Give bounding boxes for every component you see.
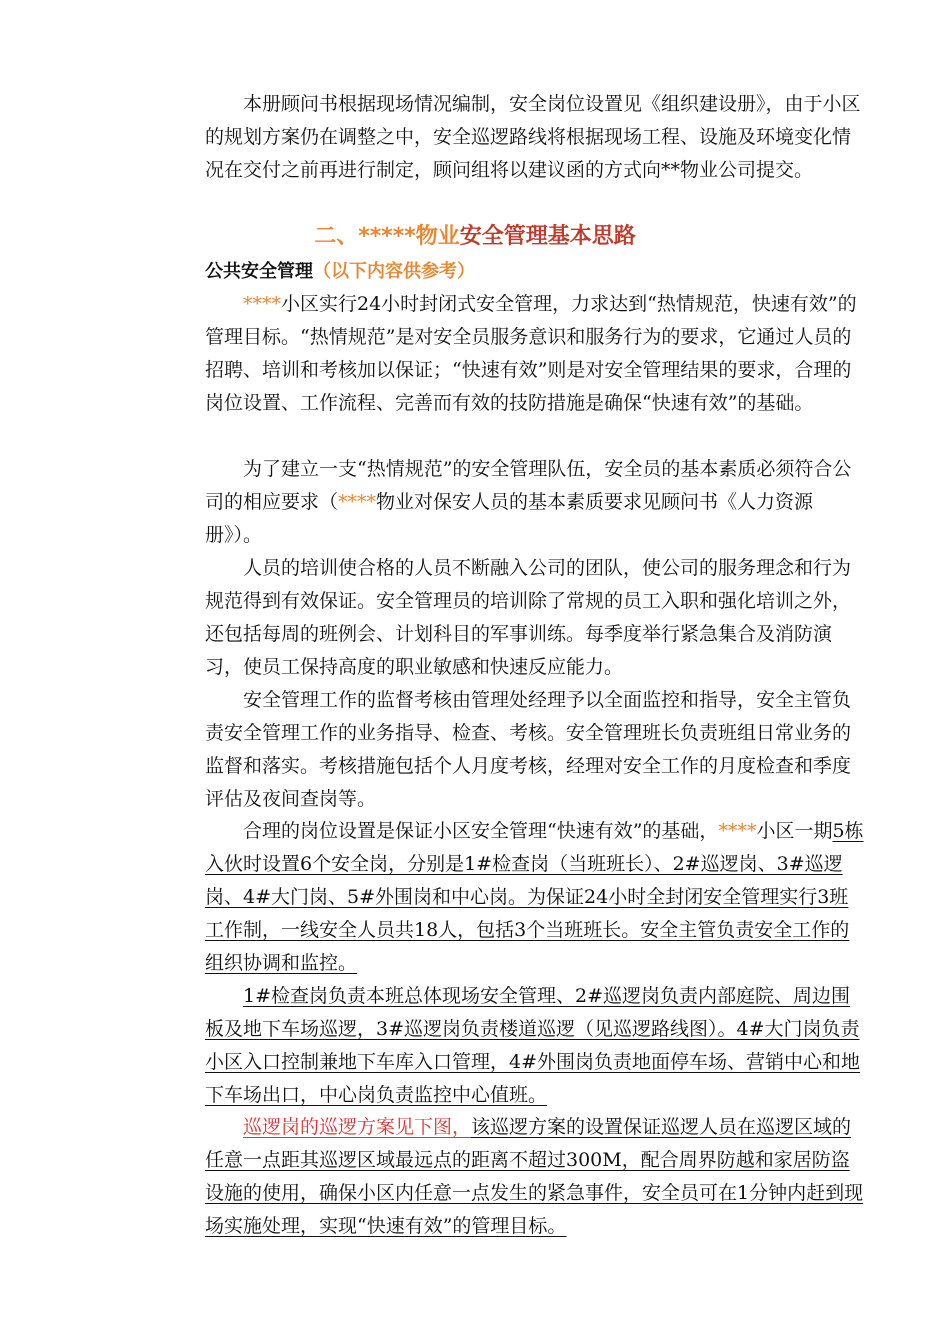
intro-text: 本册顾问书根据现场情况编制，安全岗位设置见《组织建设册》，由于小区的规划方案仍在调整之中，安全巡逻路线将根据现场工程、设施及环境变化情况在交付之前再进行制定，顾问组将以建议函的方式向**物业公司提交。 <box>205 93 861 181</box>
underlined-text: 该巡逻方案的设置保证巡逻人员在巡逻区域的任意一点距其巡逻区域最远点的距离不超过300M，配合周界防越和家居防盗设施的使用，确保小区内任意一点发生的紧急事件，安全员可在1分钟内赶到现场实施处理，实现“快速有效”的管理目标。 <box>205 1116 864 1237</box>
paragraph-post-duties <box>205 980 865 1112</box>
paragraph-text: 小区一期 <box>756 820 833 842</box>
stars-placeholder: **** <box>338 491 377 513</box>
paragraph-supervision <box>205 684 865 816</box>
paragraph-text: 物业对保安人员的基本素质要求见顾问书《人力资源册》）。 <box>205 491 814 546</box>
subheading-label: 公共安全管理 <box>205 261 313 282</box>
paragraph-management-goal <box>205 288 865 420</box>
section-title-main: 安全管理基本思路 <box>459 224 636 249</box>
section-title <box>0 222 950 252</box>
paragraph-text: 合理的岗位设置是保证小区安全管理“快速有效”的基础， <box>243 820 719 842</box>
subheading-note: （以下内容供参考） <box>313 261 475 282</box>
paragraph-training <box>205 552 865 684</box>
paragraph-post-setup <box>205 815 865 980</box>
paragraph-text: 为了建立一支“热情规范”的安全管理队伍，安全员的基本素质必须符合公司的相应要求（ <box>205 458 852 513</box>
paragraph-text: 人员的培训使合格的人员不断融入公司的团队，使公司的服务理念和行为规范得到有效保证。安全管理员的培训除了常规的员工入职和强化培训之外，还包括每周的班例会、计划科目的军事训练。每季度举行紧急集合及消防演习，使员工保持高度的职业敏感和快速反应能力。 <box>205 557 852 678</box>
underlined-text: 5栋入伙时设置6个安全岗，分别是1#检查岗（当班班长）、2#巡逻岗、3#巡逻岗、4#大门岗、5#外围岗和中心岗。为保证24小时全封闭安全管理实行3班工作制，一线安全人员共18人，包括3个当班班长。安全主管负责安全工作的组织协调和监控。 <box>205 820 864 974</box>
underlined-text: 1#检查岗负责本班总体现场安全管理、2#巡逻岗负责内部庭院、周边围板及地下车场巡逻，3#巡逻岗负责楼道巡逻（见巡逻路线图）。4#大门岗负责小区入口控制兼地下车库入口管理，4#外围岗负责地面停车场、营销中心和地下车场出口，中心岗负责监控中心值班。 <box>205 985 861 1106</box>
paragraph-team-quality <box>205 453 865 552</box>
paragraph-patrol-plan <box>205 1111 865 1243</box>
paragraph-text: 安全管理工作的监督考核由管理处经理予以全面监控和指导，安全主管负责安全管理工作的业务指导、检查、考核。安全管理班长负责班组日常业务的监督和落实。考核措施包括个人月度考核，经理对安全工作的月度检查和季度评估及夜间查岗等。 <box>205 689 852 810</box>
paragraph-text: 小区实行24小时封闭式安全管理，力求达到“热情规范，快速有效”的管理目标。“热情规范”是对安全员服务意识和服务行为的要求，它通过人员的招聘、培训和考核加以保证；“快速有效”则是对安全管理结果的要求，合理的岗位设置、工作流程、完善而有效的技防措施是确保“快速有效”的基础。 <box>205 293 857 414</box>
stars-placeholder: **** <box>243 293 281 315</box>
stars-placeholder: **** <box>718 820 757 842</box>
section-title-prefix: 二、*****物业 <box>314 224 460 249</box>
subheading <box>205 258 475 286</box>
intro-paragraph <box>205 88 865 187</box>
highlight-red-text: 巡逻岗的巡逻方案见下图， <box>243 1116 472 1138</box>
